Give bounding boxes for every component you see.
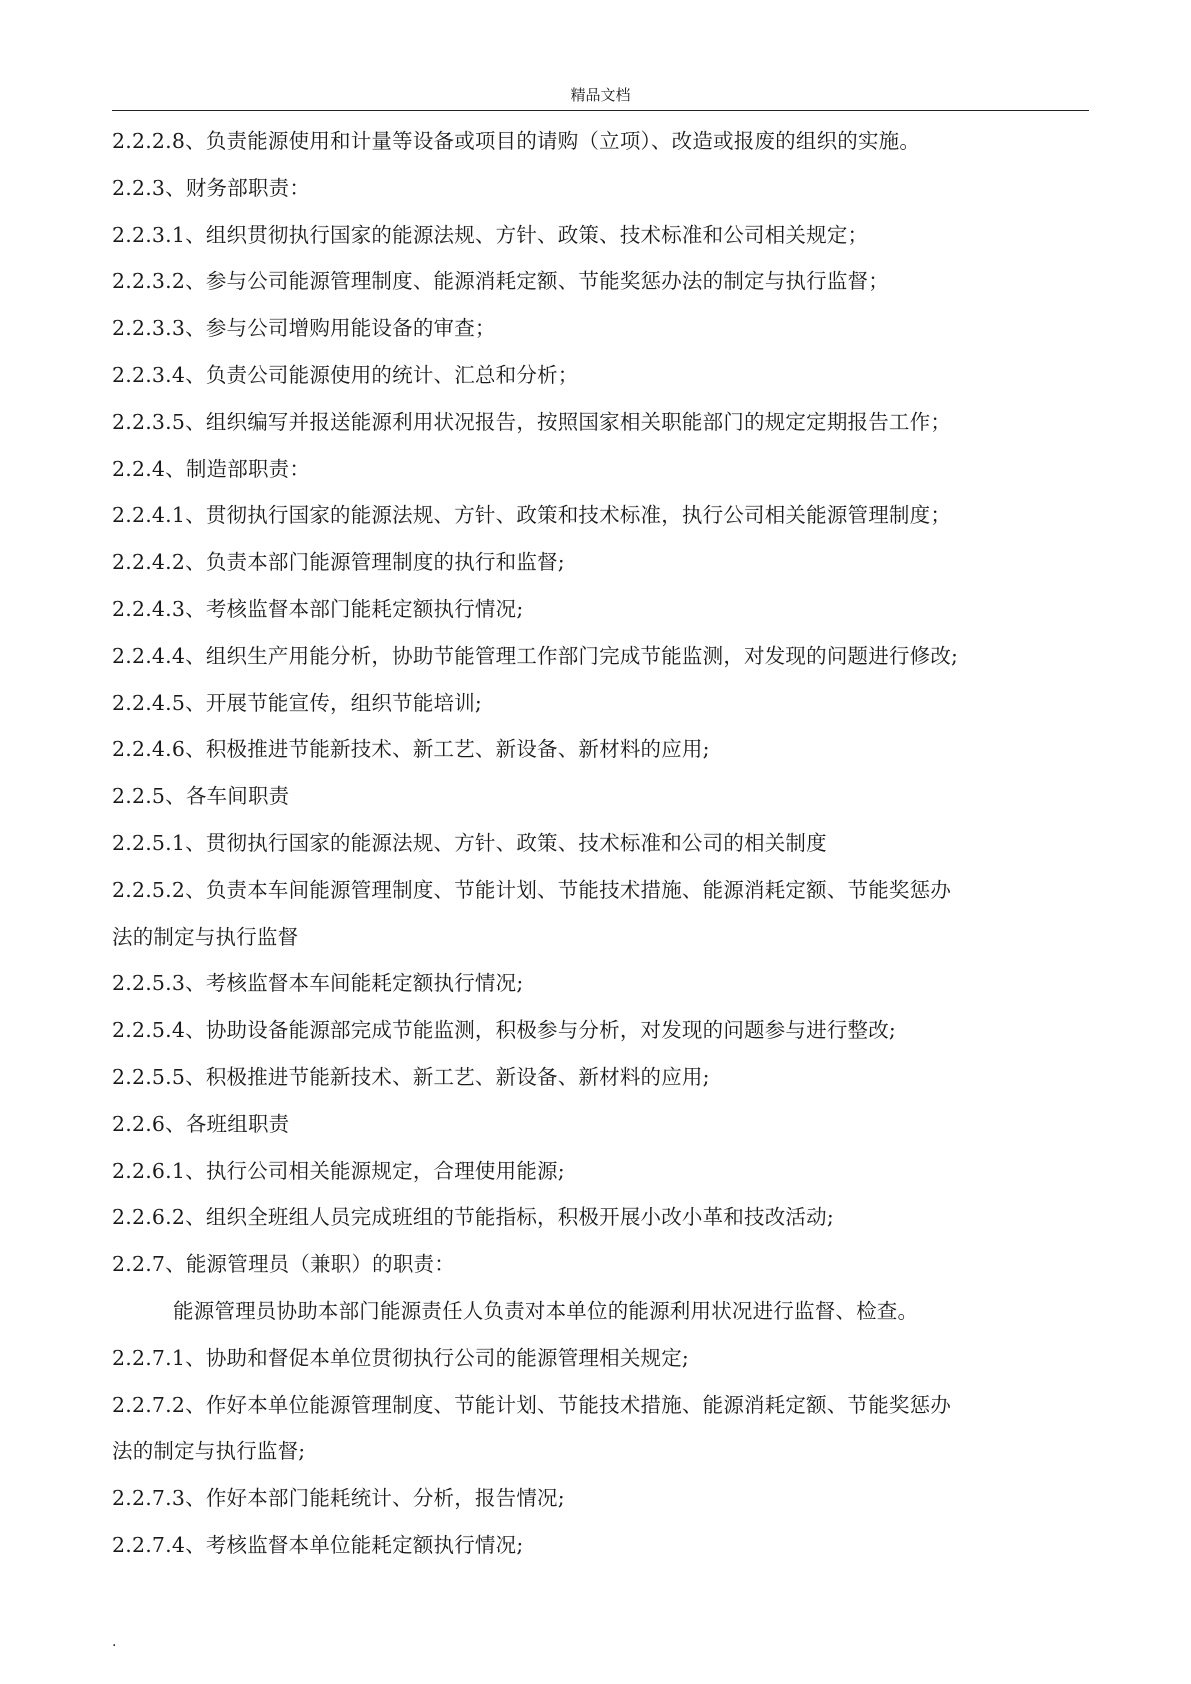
text-line: 2.2.4.2、负责本部门能源管理制度的执行和监督; <box>112 550 565 575</box>
header-title: 精品文档 <box>570 86 631 104</box>
text-line: 2.2.7.3、作好本部门能耗统计、分析，报告情况; <box>112 1486 565 1511</box>
text-line: 2.2.5.2、负责本车间能源管理制度、节能计划、节能技术措施、能源消耗定额、节能奖惩办 <box>112 877 952 902</box>
text-line: 2.2.6.1、执行公司相关能源规定，合理使用能源; <box>112 1158 565 1183</box>
text-line: 2.2.7.2、作好本单位能源管理制度、节能计划、节能技术措施、能源消耗定额、节能奖惩办 <box>112 1392 952 1417</box>
text-line: 能源管理员协助本部门能源责任人负责对本单位的能源利用状况进行监督、检查。 <box>173 1298 919 1323</box>
text-line: 2.2.4.4、组织生产用能分析，协助节能管理工作部门完成节能监测，对发现的问题进行修改; <box>112 643 959 668</box>
text-line: 2.2.3.1、组织贯彻执行国家的能源法规、方针、政策、技术标准和公司相关规定； <box>112 222 869 247</box>
text-line: 2.2.4、制造部职责： <box>112 456 311 481</box>
text-line: 2.2.3.5、组织编写并报送能源利用状况报告，按照国家相关职能部门的规定定期报告工作； <box>112 409 952 434</box>
text-line: 2.2.5、各车间职责 <box>112 784 290 809</box>
text-line: 2.2.4.3、考核监督本部门能耗定额执行情况; <box>112 596 524 621</box>
text-line: 2.2.6、各班组职责 <box>112 1111 290 1136</box>
text-line: 2.2.5.1、贯彻执行国家的能源法规、方针、政策、技术标准和公司的相关制度 <box>112 830 827 855</box>
text-line: 2.2.7.4、考核监督本单位能耗定额执行情况; <box>112 1532 524 1557</box>
page-header <box>112 84 1089 111</box>
text-line: 2.2.7、能源管理员（兼职）的职责： <box>112 1252 455 1277</box>
text-line: 2.2.5.3、考核监督本车间能耗定额执行情况; <box>112 971 524 996</box>
document-body <box>112 118 1089 1569</box>
text-line: 2.2.3.3、参与公司增购用能设备的审查； <box>112 316 496 341</box>
text-line: 2.2.3.2、参与公司能源管理制度、能源消耗定额、节能奖惩办法的制定与执行监督； <box>112 269 889 294</box>
footer-mark: . <box>112 1634 117 1650</box>
text-line: 2.2.3.4、负责公司能源使用的统计、汇总和分析； <box>112 362 579 387</box>
text-line: 2.2.6.2、组织全班组人员完成班组的节能指标，积极开展小改小革和技改活动; <box>112 1205 834 1230</box>
text-line: 2.2.4.1、贯彻执行国家的能源法规、方针、政策和技术标准，执行公司相关能源管理制度； <box>112 503 952 528</box>
text-line: 法的制定与执行监督; <box>112 1439 306 1464</box>
text-line: 法的制定与执行监督 <box>112 924 299 949</box>
text-line: 2.2.4.6、积极推进节能新技术、新工艺、新设备、新材料的应用; <box>112 737 710 762</box>
text-line: 2.2.3、财务部职责： <box>112 175 311 200</box>
text-line: 2.2.5.5、积极推进节能新技术、新工艺、新设备、新材料的应用; <box>112 1064 710 1089</box>
text-line: 2.2.5.4、协助设备能源部完成节能监测，积极参与分析，对发现的问题参与进行整改; <box>112 1018 897 1043</box>
text-line: 2.2.4.5、开展节能宣传，组织节能培训; <box>112 690 483 715</box>
text-line: 2.2.7.1、协助和督促本单位贯彻执行公司的能源管理相关规定; <box>112 1345 690 1370</box>
text-line: 2.2.2.8、负责能源使用和计量等设备或项目的请购（立项）、改造或报废的组织的实施。 <box>112 129 921 153</box>
